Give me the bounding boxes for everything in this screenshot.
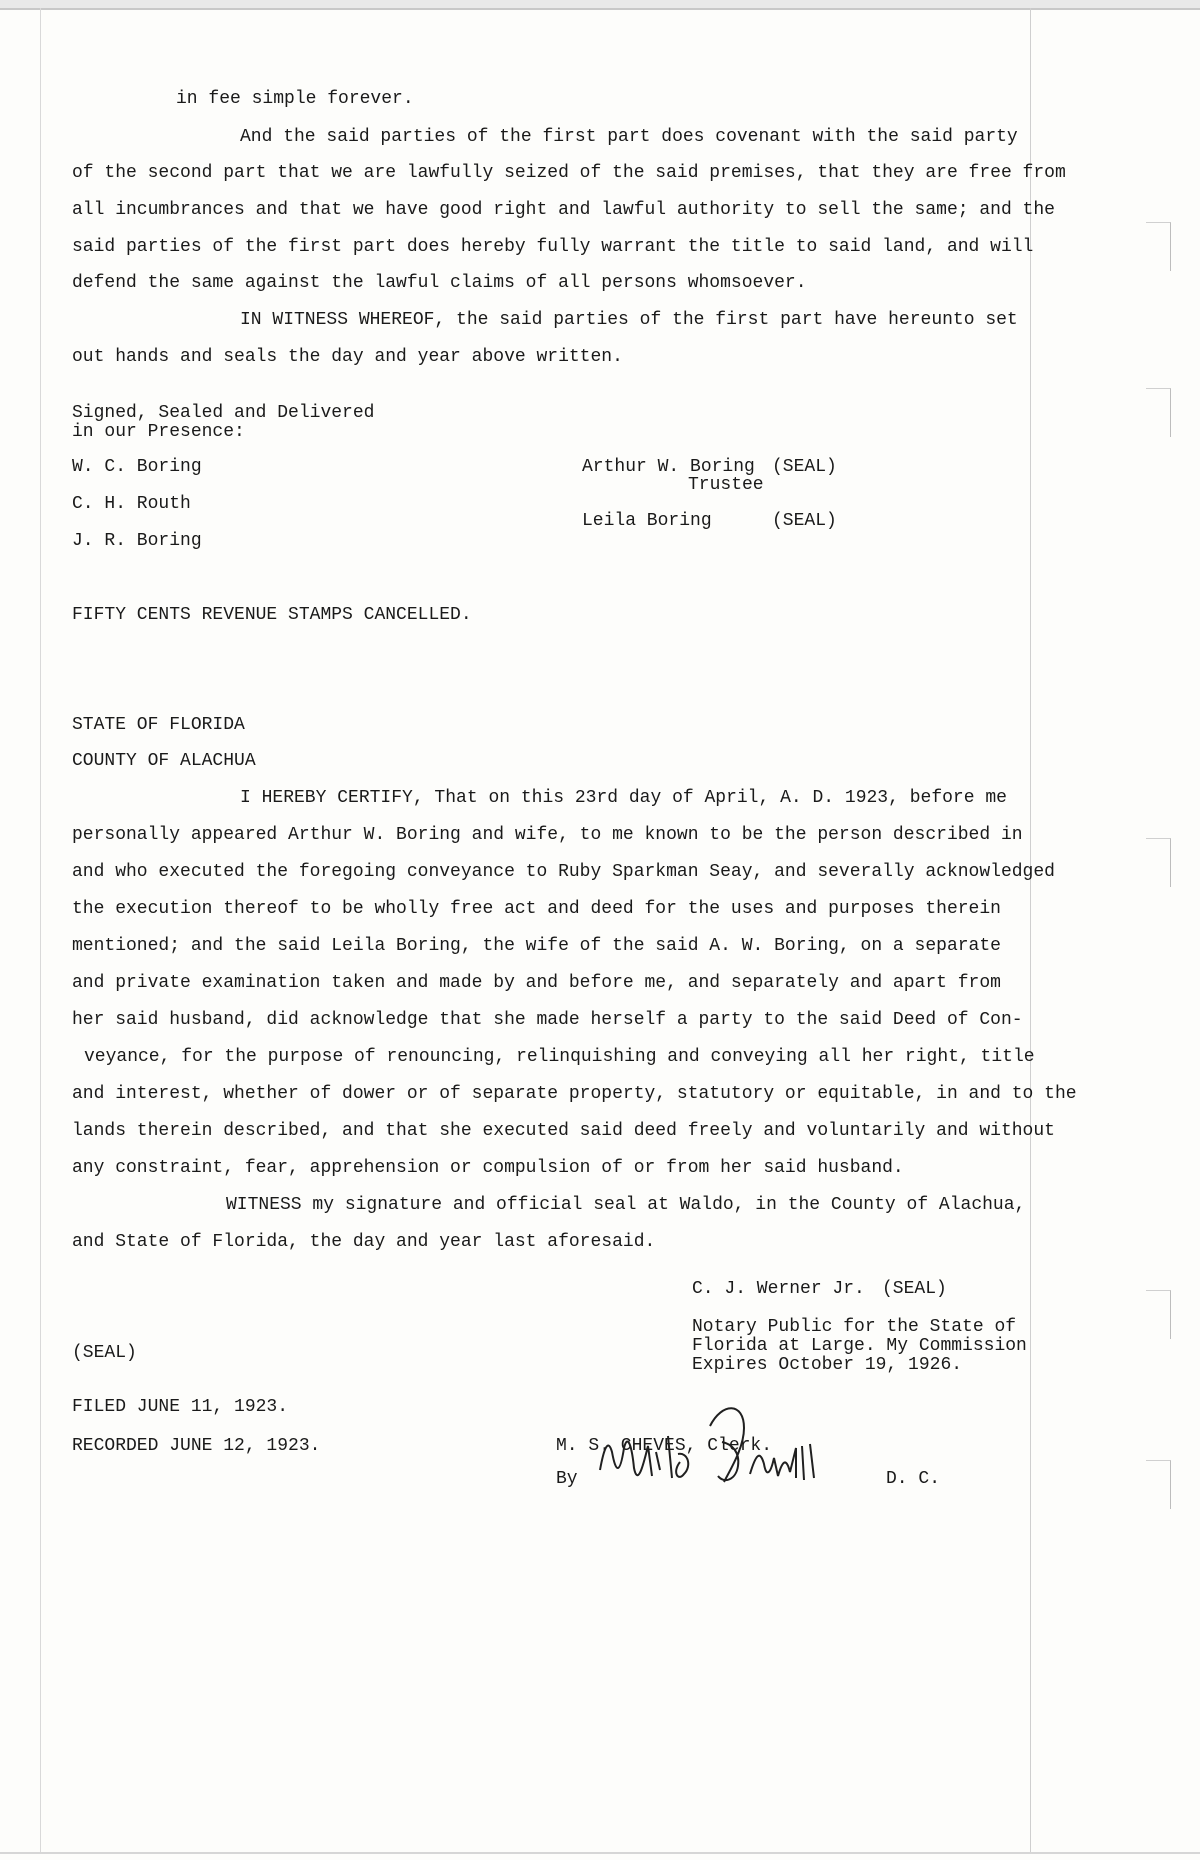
witness-heading: in our Presence:	[72, 422, 245, 442]
witness-name: C. H. Routh	[72, 494, 191, 514]
margin-mark	[1146, 838, 1171, 887]
ack-line: and private examination taken and made by and before me, and separately and apart from	[72, 973, 1001, 993]
notary-title: Expires October 19, 1926.	[692, 1355, 963, 1375]
revenue-stamps-note: FIFTY CENTS REVENUE STAMPS CANCELLED.	[72, 605, 472, 625]
margin-mark	[1146, 388, 1171, 437]
page-top-edge	[0, 0, 1200, 10]
ack-line: WITNESS my signature and official seal at Waldo, in the County of Alachua,	[226, 1195, 1026, 1215]
deed-line: in fee simple forever.	[176, 89, 414, 109]
deed-line: out hands and seals the day and year above written.	[72, 347, 623, 367]
ack-line: lands therein described, and that she executed said deed freely and voluntarily and without	[72, 1121, 1055, 1141]
grantor-seal: (SEAL)	[772, 457, 837, 477]
filed-date: FILED JUNE 11, 1923.	[72, 1397, 289, 1417]
by-label: By	[556, 1469, 578, 1489]
state-heading: STATE OF FLORIDA	[72, 715, 245, 735]
left-margin-rule	[40, 8, 41, 1852]
handwritten-signature	[560, 1392, 850, 1502]
notary-left-seal: (SEAL)	[72, 1343, 137, 1363]
ack-line: her said husband, did acknowledge that she made herself a party to the said Deed of Con-	[72, 1010, 1023, 1030]
deed-line: said parties of the first part does hereby fully warrant the title to said land, and will	[72, 237, 1034, 257]
recorded-date: RECORDED JUNE 12, 1923.	[72, 1436, 321, 1456]
notary-name: C. J. Werner Jr.	[692, 1279, 865, 1299]
ack-line: and State of Florida, the day and year last aforesaid.	[72, 1232, 656, 1252]
notary-seal: (SEAL)	[882, 1279, 947, 1299]
grantor-name: Arthur W. Boring	[582, 457, 755, 477]
deed-line: all incumbrances and that we have good right and lawful authority to sell the same; and the	[72, 200, 1055, 220]
ack-line: and who executed the foregoing conveyance to Ruby Sparkman Seay, and severally acknowledged	[72, 862, 1055, 882]
deputy-clerk-label: D. C.	[886, 1469, 941, 1489]
right-margin-rule	[1030, 8, 1031, 1852]
witness-name: W. C. Boring	[72, 457, 202, 477]
deed-line: defend the same against the lawful claims of all persons whomsoever.	[72, 273, 807, 293]
ack-line: mentioned; and the said Leila Boring, the wife of the said A. W. Boring, on a separate	[72, 936, 1001, 956]
page-bottom-edge	[0, 1852, 1200, 1854]
witness-heading: Signed, Sealed and Delivered	[72, 403, 375, 423]
margin-mark	[1146, 222, 1171, 271]
county-heading: COUNTY OF ALACHUA	[72, 751, 256, 771]
grantor-title: Trustee	[688, 475, 764, 495]
notary-title: Notary Public for the State of	[692, 1317, 1017, 1337]
notary-title: Florida at Large. My Commission	[692, 1336, 1027, 1356]
ack-line: the execution thereof to be wholly free act and deed for the uses and purposes therein	[72, 899, 1001, 919]
ack-line: veyance, for the purpose of renouncing, relinquishing and conveying all her right, title	[84, 1047, 1035, 1067]
witness-name: J. R. Boring	[72, 531, 202, 551]
ack-line: personally appeared Arthur W. Boring and wife, to me known to be the person described in	[72, 825, 1023, 845]
deed-line: And the said parties of the first part does covenant with the said party	[240, 127, 1018, 147]
grantor-name: Leila Boring	[582, 511, 712, 531]
deed-line: IN WITNESS WHEREOF, the said parties of the first part have hereunto set	[240, 310, 1018, 330]
clerk-name: M. S. CHEVES, Clerk.	[556, 1436, 773, 1456]
ack-line: I HEREBY CERTIFY, That on this 23rd day of April, A. D. 1923, before me	[240, 788, 1007, 808]
grantor-seal: (SEAL)	[772, 511, 837, 531]
ack-line: and interest, whether of dower or of separate property, statutory or equitable, in and to the	[72, 1084, 1077, 1104]
margin-mark	[1146, 1460, 1171, 1509]
ack-line: any constraint, fear, apprehension or compulsion of or from her said husband.	[72, 1158, 904, 1178]
margin-mark	[1146, 1290, 1171, 1339]
deed-line: of the second part that we are lawfully seized of the said premises, that they are free from	[72, 163, 1066, 183]
